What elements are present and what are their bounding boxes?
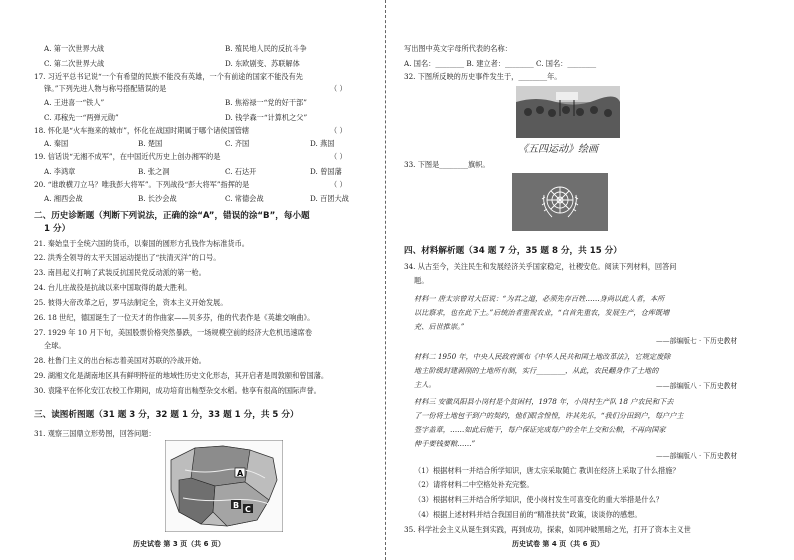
left-text-line: （ ） [330,152,347,161]
right-text-line: 主人。 [414,380,436,389]
right-text-line: 33. 下图是________旗帜。 [404,160,490,169]
left-text-line: C. 齐国 [225,139,250,148]
left-text-line: 23. 南昌起义打响了武装反抗国民党反动派的第一枪。 [34,268,206,277]
right-text-line: 材料三 安徽凤阳县小岗村是个贫困村，1978 年，小岗村生产队 18 户农民和下去 [414,397,674,406]
right-text-line: A. 国名：________ B. 建立者：________ C. 国名：________ [404,59,597,68]
left-text-line: D. 百团大战 [310,194,349,203]
map-label-a: A [237,469,244,478]
left-text-line: 全球。 [44,341,66,350]
left-text-line: 30. 袁隆平在怀化安江农校工作期间，成功培育出籼型杂交水稻。他享有很高的国际声誉。 [34,386,321,395]
left-text-line: 锋。”下列先进人物与称号搭配错误的是 [44,84,167,93]
left-text-line: 26. 18 世纪，德国诞生了一位天才的作曲家——贝多芬，他的代表作是《英雄交响曲》。 [34,313,315,322]
right-text-line: （1）根据材料一并结合所学知识，唐太宗采取随亡 教训在经济上采取了什么措施？ [414,466,680,475]
left-text-line: 22. 洪秀全领导的太平天国运动提出了“扶清灭洋”的口号。 [34,253,221,262]
right-text-line: （3）根据材料三并结合所学知识，使小岗村发生可喜变化的重大举措是什么？ [414,495,663,504]
right-text-line: （4）根据上述材料并结合我国目前的“精准扶贫”政策，谈谈你的感想。 [414,510,642,519]
left-text-line: B. 张之洞 [138,167,170,176]
may-fourth-painting [516,86,620,138]
left-text-line: A. 湘西会战 [44,194,83,203]
left-text-line: 27. 1929 年 10 月下旬，美国股票价格突然暴跌，一场规模空前的经济大危机迅速席卷 [34,328,313,337]
material-source: ——部编版八 · 下历史教材 [656,452,738,460]
left-text-line: C. 常德会战 [225,194,264,203]
right-text-line: 签字盖章，……如此后能干，每户保证完成每户的全年上交和公粮，不再向国家 [414,425,666,434]
material-source: ——部编版七 · 下历史教材 [656,337,738,345]
left-text-line: 29. 湖湘文化是湖南地区具有鲜明特征的地域性历史文化形态，其开启者是周敦颐和曾国藩。 [34,371,329,380]
right-text-line: 34. 从古至今，关注民生和发展经济关乎国家稳定，社稷安危。阅读下列材料，回答问 [404,262,677,271]
left-text-line: D. 燕国 [310,139,335,148]
left-text-line: 21. 秦始皇于全统六国的货币，以秦国的圆形方孔钱作为标准货币。 [34,239,249,248]
left-text-line: 17. 习近平总书记说“一个有希望的民族不能没有英雄，一个有前途的国家不能没有先 [34,72,303,81]
left-text-line: 18. 怀化是“火车拖来的城市”，怀化在战国时期属于哪个诸侯国管辖 [34,126,250,135]
left-text-line: （ ） [330,84,347,93]
right-text-line: 材料二 1950 年，中央人民政府颁布《中华人民共和国土地改革法》，它规定废除 [414,352,671,361]
left-section-heading: 1 分） [44,224,71,234]
page-3-footer: 历史试卷 第 3 页（共 6 页） [133,540,225,548]
three-kingdoms-map [165,440,283,532]
right-text-line: （2）请将材料二中空格处补充完整。 [414,480,534,489]
left-text-line: A. 王进喜一“铁人” [44,98,105,107]
page-divider [385,0,386,560]
right-text-line: 32. 下图所反映的历史事件发生于，________年。 [404,72,562,81]
right-text-line: 题。 [414,276,429,285]
map-label-b: B [233,501,240,510]
left-text-line: 19. 信话说“无湘不成军”，在中国近代历史上创办湘军的是 [34,152,221,161]
left-text-line: D. 东欧剧变、苏联解体 [225,59,300,68]
left-text-line: 20. “谁敢横刀立马？唯我彭大将军”。下列战役“彭大将军”指挥的是 [34,180,250,189]
right-text-line: 伸手要钱要粮……” [414,439,476,448]
left-text-line: D. 钱学森一“计算机之父” [225,113,308,122]
painting-caption: 《五四运动》绘画 [518,144,598,155]
left-text-line: （ ） [330,180,347,189]
right-text-line: 写出图中英文字母所代表的名称： [404,44,512,53]
left-text-line: B. 长沙会战 [138,194,177,203]
left-text-line: C. 第二次世界大战 [44,59,105,68]
left-text-line: C. 石达开 [225,167,257,176]
left-text-line: B. 楚国 [138,139,163,148]
left-text-line: 24. 台儿庄战役是抗战以来中国取得的最大胜利。 [34,283,192,292]
left-text-line: A. 秦国 [44,139,69,148]
left-text-line: D. 曾国藩 [310,167,342,176]
material-source: ——部编版八 · 下历史教材 [656,382,738,390]
right-text-line: 材料一 唐太宗曾对大臣说：“为君之道，必须先存百姓……身尚以此人者，本所 [414,294,665,303]
page-4-footer: 历史试卷 第 4 页（共 6 页） [512,540,604,548]
left-section-heading: 二、历史诊断题（判断下列说法，正确的涂“A”，错误的涂“B”，每小题 [34,211,310,221]
right-text-line: 35. 科学社会主义从诞生到实践，再到成功，探索，如同冲破黑暗之光，打开了资本主义世 [404,525,691,534]
left-text-line: B. 殖民地人民的反抗斗争 [225,44,307,53]
left-text-line: 28. 杜鲁门主义的出台标志着美国对苏联的冷战开始。 [34,356,206,365]
right-text-line: 以比察求，也在此下土。”后统治者重视农业，“自首先重农，发展生产，仓库既增 [414,308,670,317]
left-text-line: B. 焦裕禄一“党的好干部” [225,98,307,107]
right-section-heading: 四、材料解析题（34 题 7 分，35 题 8 分，共 15 分） [404,246,622,256]
map-label-c: C [245,505,251,514]
left-text-line: A. 李鸿章 [44,167,76,176]
left-text-line: A. 第一次世界大战 [44,44,105,53]
left-text-line: 31. 观察三国鼎立形势图，回答问题： [34,429,156,438]
left-text-line: C. 邓稼先一“两弹元勋” [44,113,119,122]
right-text-line: 充、后世推崇。” [414,322,465,331]
right-text-line: 了一份将土地包干到户的契约，他们眼含惶惶，许其先乐，“我们分田到户，每户户主 [414,411,684,420]
left-section-heading: 三、读图析图题（31 题 3 分，32 题 1 分，33 题 1 分，共 5 分） [34,410,299,420]
left-text-line: （ ） [330,126,347,135]
un-flag [512,173,608,231]
right-text-line: 地主阶级封建剥削的土地所有制，实行________，从此，农民翻身作了土地的 [414,366,659,375]
left-text-line: 25. 彼得大帝改革之后，罗马法制定全，资本主义开始发展。 [34,298,228,307]
